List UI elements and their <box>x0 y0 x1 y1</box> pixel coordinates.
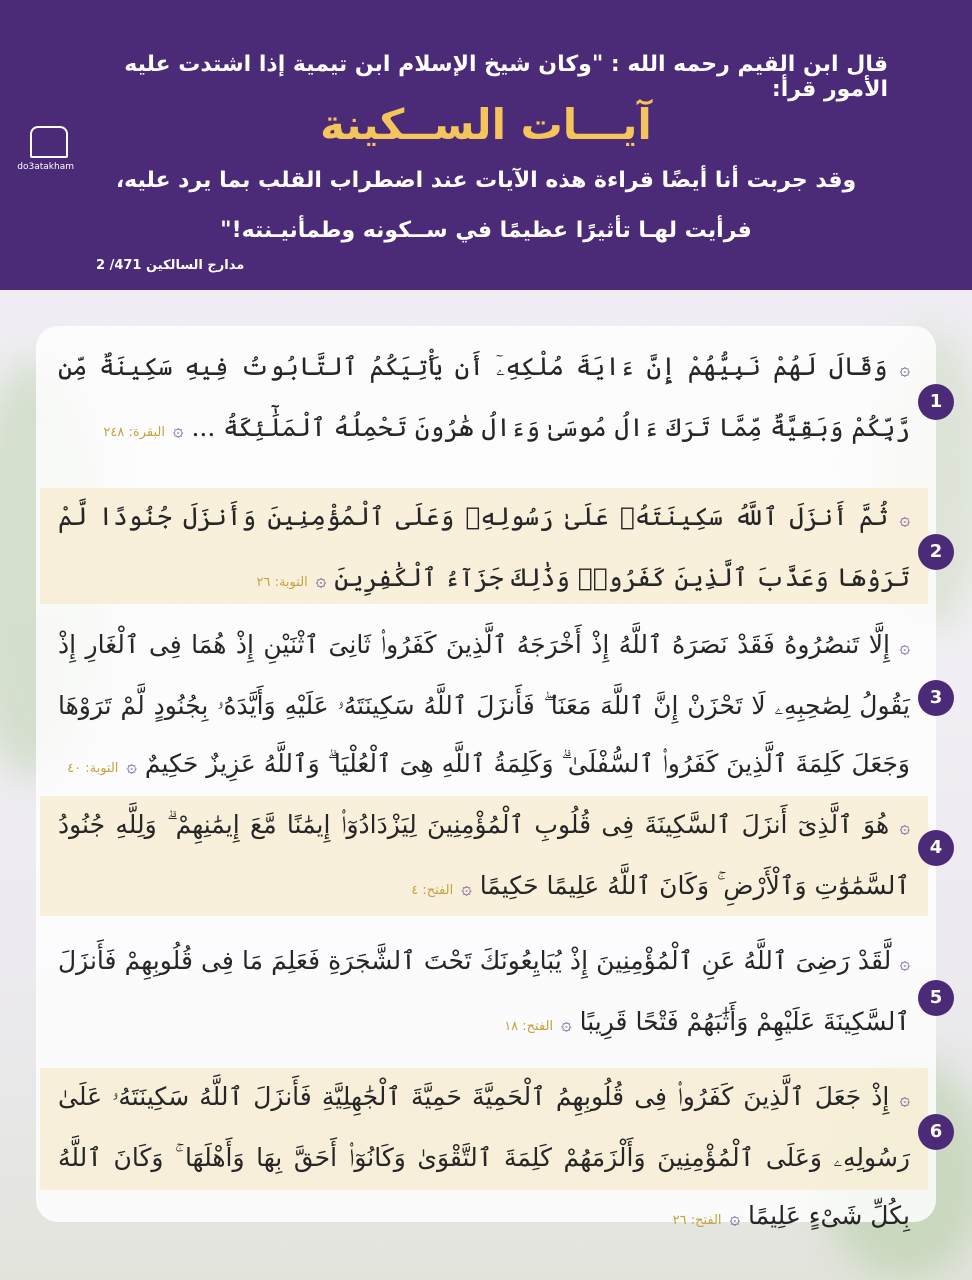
verse-text <box>40 616 928 798</box>
verse-4 <box>40 796 928 916</box>
verse-ornament-icon: ۞ <box>899 953 910 974</box>
verse-6 <box>40 1068 928 1230</box>
quote-line-2: فرأيت لهـا تأثيرًا عظيمًا في ســكونه وطمأنيـنته!" <box>220 218 752 243</box>
verse-body: هُوَ ٱلَّذِىٓ أَنزَلَ ٱلسَّكِينَةَ فِى قُلُوبِ ٱلْمُؤْمِنِينَ لِيَزْدَادُوٓا۟ إِيمَٰنًا مَّعَ إِيمَٰنِهِمْ ۗ وَلِلَّهِ جُنُودُ ٱلسَّمَٰوَٰتِ وَٱلْأَرْضِ ۚ وَكَانَ ٱللَّهُ عَلِيمًا حَكِيمًا <box>58 810 910 900</box>
verse-text <box>40 1068 928 1250</box>
verse-number-badge: 4 <box>918 830 954 866</box>
verse-text <box>40 932 928 1056</box>
verse-reference: التوبة: ٤٠ <box>67 761 119 776</box>
verse-reference: الفتح: ١٨ <box>504 1019 554 1034</box>
verse-text <box>40 796 928 920</box>
intro-quote: قال ابن القيم رحمه الله : "وكان شيخ الإسلام ابن تيمية إذا اشتدت عليه الأمور قرأ: <box>124 52 888 102</box>
verse-1 <box>40 338 928 468</box>
quote-line-1: وقد جربت أنا أيضًا قراءة هذه الآيات عند اضطراب القلب بما يرد عليه، <box>115 168 857 193</box>
logo-icon <box>30 126 68 158</box>
verse-text <box>40 488 928 612</box>
verse-number-badge: 3 <box>918 680 954 716</box>
verse-body: ثُمَّ أَنزَلَ ٱللَّهُ سَكِينَتَهُۥ عَلَىٰ رَسُولِهِۦ وَعَلَى ٱلْمُؤْمِنِينَ وَأَنزَلَ جُنُودًا لَّمْ تَرَوْهَا وَعَذَّبَ ٱلَّذِينَ كَفَرُوا۟ وَذَٰلِكَ جَزَآءُ ٱلْكَٰفِرِينَ <box>58 502 910 592</box>
verse-ornament-icon: ۞ <box>561 1014 572 1035</box>
brand-logo <box>17 126 74 180</box>
logo-handle: do3atakham <box>17 162 74 172</box>
verse-ornament-icon: ۞ <box>729 1208 741 1229</box>
header-banner <box>0 0 972 290</box>
verse-ornament-icon: ۞ <box>126 756 137 777</box>
verse-body: إِذْ جَعَلَ ٱلَّذِينَ كَفَرُوا۟ فِى قُلُوبِهِمُ ٱلْحَمِيَّةَ حَمِيَّةَ ٱلْجَٰهِلِيَّةِ فَأَنزَلَ ٱللَّهُ سَكِينَتَهُۥ عَلَىٰ رَسُولِهِۦ وَعَلَى ٱلْمُؤْمِنِينَ وَأَلْزَمَهُمْ كَلِمَةَ ٱلتَّقْوَىٰ وَكَانُوٓا۟ أَحَقَّ بِهَا وَأَهْلَهَا ۚ وَكَانَ ٱللَّهُ بِكُلِّ شَىْءٍ عَلِيمًا <box>58 1082 910 1230</box>
verse-ornament-icon: ۞ <box>315 570 327 591</box>
verse-reference: الفتح: ٢٦ <box>672 1213 722 1228</box>
verse-body: لَّقَدْ رَضِىَ ٱللَّهُ عَنِ ٱلْمُؤْمِنِينَ إِذْ يُبَايِعُونَكَ تَحْتَ ٱلشَّجَرَةِ فَعَلِمَ مَا فِى قُلُوبِهِمْ فَأَنزَلَ ٱلسَّكِينَةَ عَلَيْهِمْ وَأَثَٰبَهُمْ فَتْحًا قَرِيبًا <box>58 946 910 1036</box>
verse-number-badge: 5 <box>918 980 954 1016</box>
verse-ornament-icon: ۞ <box>899 359 910 380</box>
verse-text <box>40 338 928 462</box>
verse-5 <box>40 932 928 1050</box>
verse-ornament-icon: ۞ <box>899 817 910 838</box>
verse-3 <box>40 616 928 790</box>
verse-reference: التوبة: ٢٦ <box>256 575 308 590</box>
verse-reference: الفتح: ٤ <box>411 883 454 898</box>
verse-ornament-icon: ۞ <box>899 509 910 530</box>
page-title: آيـــات الســكينة <box>320 100 652 149</box>
verse-body: وَقَالَ لَهُمْ نَبِيُّهُمْ إِنَّ ءَايَةَ مُلْكِهِۦٓ أَن يَأْتِيَكُمُ ٱلتَّابُوتُ فِيهِ سَكِينَةٌ مِّن رَّبِّكُمْ وَبَقِيَّةٌ مِّمَّا تَرَكَ ءَالُ مُوسَىٰ وَءَالُ هَٰرُونَ تَحْمِلُهُ ٱلْمَلَٰٓئِكَةُ ... <box>58 352 910 442</box>
verse-number-badge: 6 <box>918 1114 954 1150</box>
source-citation: مدارج السالكين 471/ 2 <box>96 258 245 273</box>
verse-2 <box>40 488 928 604</box>
verse-reference: البقرة: ٢٤٨ <box>103 425 165 440</box>
verse-ornament-icon: ۞ <box>461 878 472 899</box>
verse-number-badge: 2 <box>918 534 954 570</box>
verse-ornament-icon: ۞ <box>172 420 184 441</box>
verse-number-badge: 1 <box>918 384 954 420</box>
verse-ornament-icon: ۞ <box>899 637 910 658</box>
verse-body: إِلَّا تَنصُرُوهُ فَقَدْ نَصَرَهُ ٱللَّهُ إِذْ أَخْرَجَهُ ٱلَّذِينَ كَفَرُوا۟ ثَانِىَ ٱثْنَيْنِ إِذْ هُمَا فِى ٱلْغَارِ إِذْ يَقُولُ لِصَٰحِبِهِۦ لَا تَحْزَنْ إِنَّ ٱللَّهَ مَعَنَا ۖ فَأَنزَلَ ٱللَّهُ سَكِينَتَهُۥ عَلَيْهِ وَأَيَّدَهُۥ بِجُنُودٍ لَّمْ تَرَوْهَا وَجَعَلَ كَلِمَةَ ٱلَّذِينَ كَفَرُوا۟ ٱلسُّفْلَىٰ ۗ وَكَلِمَةُ ٱللَّهِ هِىَ ٱلْعُلْيَا ۗ وَٱللَّهُ عَزِيزٌ حَكِيمٌ <box>58 630 910 778</box>
verse-ornament-icon: ۞ <box>899 1089 911 1110</box>
